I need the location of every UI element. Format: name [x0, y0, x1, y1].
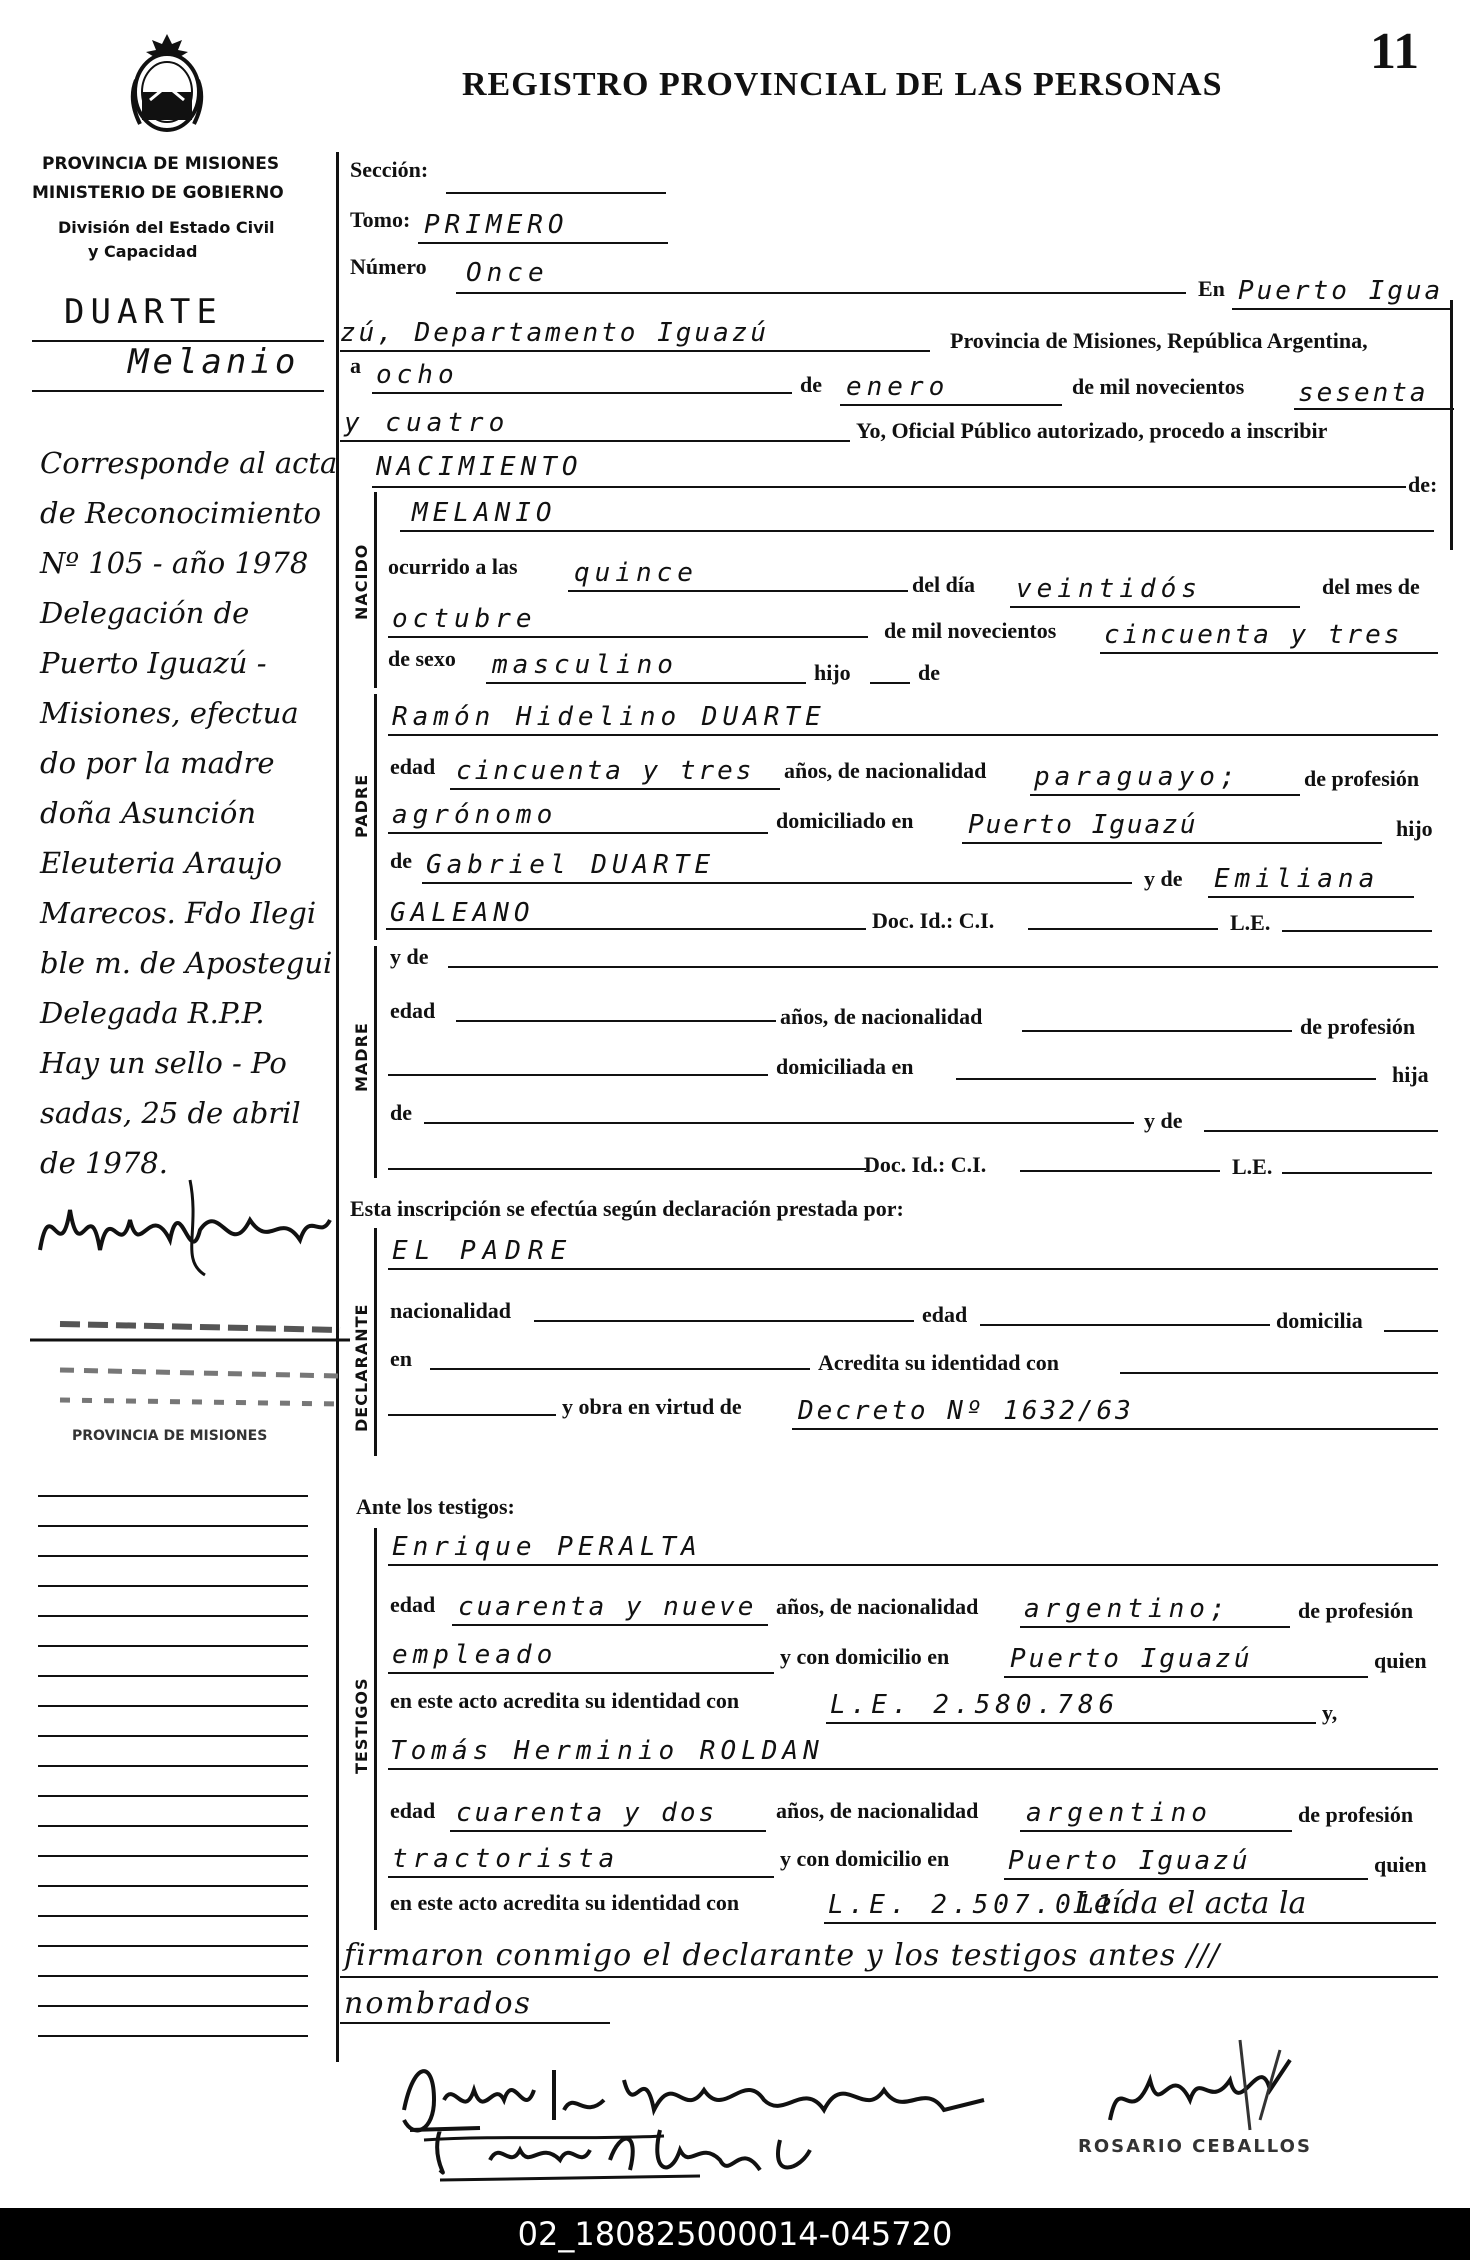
- field-line: [1004, 1676, 1368, 1678]
- image-id-banner: 02_180825000014-045720: [0, 2208, 1470, 2260]
- field-line: [1208, 896, 1414, 898]
- label-profesion-t1: de profesión: [1298, 1598, 1414, 1623]
- label-obra: y obra en virtud de: [562, 1394, 742, 1419]
- label-edad-declarante: edad: [922, 1302, 968, 1327]
- sidebar-line: [38, 1615, 308, 1617]
- field-line: [1020, 1170, 1220, 1172]
- label-profesion-madre: de profesión: [1300, 1014, 1416, 1039]
- label-profesion-padre: de profesión: [1304, 766, 1420, 791]
- field-cierre-3: nombrados: [344, 1986, 532, 2021]
- field-testigo2-domicilio: Puerto Iguazú: [1008, 1846, 1251, 1876]
- field-padre-nacionalidad: paraguayo;: [1034, 762, 1241, 792]
- label-domicilia: domicilia: [1276, 1308, 1363, 1333]
- label-anios-nac-t2: años, de nacionalidad: [776, 1798, 979, 1823]
- field-testigo2-nombre: Tomás Herminio ROLDAN: [390, 1736, 824, 1766]
- official-stamp-name: ROSARIO CEBALLOS: [1078, 2136, 1312, 2157]
- field-line: [388, 1074, 768, 1076]
- sidebar-note-line: do por la madre: [40, 746, 275, 780]
- field-hora: quince: [574, 558, 698, 588]
- field-line: [1030, 794, 1300, 796]
- label-del-mes: del mes de: [1322, 574, 1420, 599]
- field-line: [824, 1922, 1436, 1924]
- org-line-3: División del Estado Civil: [58, 218, 275, 237]
- sidebar-line: [38, 1525, 308, 1527]
- sidebar-line: [38, 1495, 308, 1497]
- field-line: [962, 842, 1382, 844]
- field-cierre-1: Leída el acta la: [1074, 1886, 1307, 1921]
- field-testigo1-doc: L.E. 2.580.786: [830, 1690, 1120, 1720]
- field-line: [456, 1020, 776, 1022]
- field-line: [534, 1320, 914, 1322]
- sidebar-line: [32, 390, 324, 392]
- sidebar-line: [38, 1945, 308, 1947]
- label-tomo: Tomo:: [350, 207, 411, 232]
- field-testigo2-nacionalidad: argentino: [1026, 1798, 1212, 1828]
- field-line: [956, 1078, 1376, 1080]
- field-padre-edad: cincuenta y tres: [456, 756, 755, 786]
- field-line: [388, 1168, 866, 1170]
- label-quien-t1: quien: [1374, 1648, 1427, 1673]
- field-anio-1: sesenta: [1298, 378, 1429, 408]
- field-line: [1020, 1830, 1292, 1832]
- field-mes-nac: octubre: [392, 604, 537, 634]
- field-decreto: Decreto Nº 1632/63: [798, 1396, 1134, 1426]
- field-line: [386, 928, 866, 930]
- field-line: [388, 734, 1438, 736]
- field-abuelo: Gabriel DUARTE: [426, 850, 716, 880]
- sidebar-note-line: Hay un sello - Po: [40, 1046, 287, 1080]
- label-anios-nac-t1: años, de nacionalidad: [776, 1594, 979, 1619]
- label-del-dia: del día: [912, 572, 975, 597]
- field-testigo2-doc: L.E. 2.507.011.: [828, 1890, 1138, 1920]
- sidebar-note-line: doña Asunción: [40, 796, 257, 830]
- field-line: [1004, 1878, 1368, 1880]
- label-y-de-madre-2: y de: [1144, 1108, 1183, 1133]
- sidebar-line: [38, 1705, 308, 1707]
- top-right-border: [1450, 300, 1453, 550]
- label-domiciliado: domiciliado en: [776, 808, 914, 833]
- field-line: [1232, 308, 1452, 310]
- label-en: En: [1198, 276, 1225, 301]
- sidebar-note-line: ble m. de Apostegui: [40, 946, 333, 980]
- label-hija: hija: [1392, 1062, 1429, 1087]
- label-le-madre: L.E.: [1232, 1154, 1273, 1179]
- field-lugar-2: zú, Departamento Iguazú: [340, 318, 770, 348]
- field-line: [424, 1122, 1134, 1124]
- label-acredita: Acredita su identidad con: [818, 1350, 1060, 1375]
- sidebar-line: [38, 1885, 308, 1887]
- field-testigo1-domicilio: Puerto Iguazú: [1010, 1644, 1253, 1674]
- field-line: [388, 832, 768, 834]
- field-line: [448, 966, 1438, 968]
- sidebar-note-line: de Reconocimiento: [40, 496, 322, 530]
- nacido-border: [374, 492, 377, 688]
- field-line: [340, 350, 930, 352]
- sidebar-line: [38, 1855, 308, 1857]
- label-de: de: [800, 372, 822, 397]
- field-lugar-1: Puerto Igua: [1238, 276, 1444, 306]
- sidebar-annotation: [40, 438, 338, 1188]
- field-line: [1204, 1130, 1438, 1132]
- sidebar-note-line: Eleuteria Araujo: [40, 846, 282, 880]
- label-ante-testigos: Ante los testigos:: [356, 1494, 515, 1519]
- sidebar-line: [38, 1915, 308, 1917]
- sidebar-stamp: [20, 1300, 350, 1444]
- sidebar-signature: [30, 1170, 340, 1284]
- label-seccion: Sección:: [350, 157, 429, 182]
- sidebar-line: [38, 1645, 308, 1647]
- sidebar-given-name: Melanio: [128, 342, 300, 382]
- field-abuela-2: GALEANO: [390, 898, 535, 928]
- field-anio-2: y cuatro: [344, 408, 510, 438]
- field-line: [1020, 1626, 1290, 1628]
- org-line-4: y Capacidad: [88, 242, 198, 261]
- label-y-coma: y,: [1322, 1700, 1338, 1725]
- field-line: [1120, 1372, 1438, 1374]
- label-declaracion: Esta inscripción se efectúa según declaración prestada por:: [350, 1196, 904, 1221]
- field-padre-profesion: agrónomo: [392, 800, 558, 830]
- padre-border: [374, 694, 377, 940]
- field-line: [446, 192, 666, 194]
- field-line: [826, 1722, 1316, 1724]
- label-anios-nac-madre: años, de nacionalidad: [780, 1004, 983, 1029]
- label-de-mil: de mil novecientos: [1072, 374, 1245, 399]
- sidebar-note-line: Puerto Iguazú -: [40, 646, 267, 680]
- field-padre-nombre: Ramón Hidelino DUARTE: [392, 702, 826, 732]
- field-line: [1282, 1172, 1432, 1174]
- label-con-domicilio-t2: y con domicilio en: [780, 1846, 950, 1871]
- field-line: [452, 1624, 768, 1626]
- field-line: [1010, 606, 1300, 608]
- field-nombre: MELANIO: [412, 498, 557, 528]
- label-profesion-t2: de profesión: [1298, 1802, 1414, 1827]
- section-label-nacido: NACIDO: [352, 543, 371, 620]
- label-a: a: [350, 353, 361, 378]
- field-line: [388, 1414, 556, 1416]
- field-line: [388, 1564, 1438, 1566]
- label-anios-nac-padre: años, de nacionalidad: [784, 758, 987, 783]
- field-mes: enero: [846, 372, 950, 402]
- sidebar-line: [38, 2035, 308, 2037]
- field-line: [1100, 652, 1438, 654]
- field-testigo1-nacionalidad: argentino;: [1024, 1594, 1231, 1624]
- sidebar-line: [38, 2005, 308, 2007]
- sidebar-line: [38, 1735, 308, 1737]
- field-dia-nac: veintidós: [1016, 574, 1202, 604]
- org-line-2: MINISTERIO DE GOBIERNO: [32, 183, 284, 203]
- field-line: [388, 1876, 774, 1878]
- label-edad-t1: edad: [390, 1592, 436, 1617]
- field-line: [340, 2022, 610, 2024]
- label-de-madre: de: [390, 1100, 412, 1125]
- main-left-border: [336, 152, 339, 2062]
- field-line: [456, 292, 1186, 294]
- field-testigo2-edad: cuarenta y dos: [456, 1798, 718, 1828]
- sidebar-note-line: Marecos. Fdo Ilegi: [40, 896, 317, 930]
- field-line: [388, 1768, 1438, 1770]
- label-de-hijo: de: [918, 660, 940, 685]
- sidebar-note-line: Delegada R.P.P.: [40, 996, 265, 1030]
- sidebar-note-line: Misiones, efectua: [40, 696, 299, 730]
- label-provincia: Provincia de Misiones, República Argentina,: [950, 328, 1368, 353]
- sidebar-note-line: sadas, 25 de abril: [40, 1096, 301, 1130]
- section-label-testigos: TESTIGOS: [352, 1677, 371, 1774]
- label-nacionalidad: nacionalidad: [390, 1298, 512, 1323]
- field-line: [568, 590, 908, 592]
- sidebar-line: [38, 1825, 308, 1827]
- coat-of-arms-emblem: [122, 30, 212, 140]
- sidebar-line: [38, 1675, 308, 1677]
- sidebar-note-line: Nº 105 - año 1978: [40, 546, 309, 580]
- field-line: [980, 1324, 1270, 1326]
- field-line: [450, 1830, 766, 1832]
- field-line: [1282, 930, 1432, 932]
- field-line: [372, 486, 1406, 488]
- label-edad-madre: edad: [390, 998, 436, 1023]
- label-doc-madre: Doc. Id.: C.I.: [864, 1152, 987, 1177]
- field-testigo1-profesion: empleado: [392, 1640, 558, 1670]
- field-testigo1-nombre: Enrique PERALTA: [392, 1532, 702, 1562]
- madre-border: [374, 946, 377, 1178]
- label-numero: Número: [350, 254, 427, 279]
- label-acredita-t1: en este acto acredita su identidad con: [390, 1688, 740, 1713]
- label-de-mil-2: de mil novecientos: [884, 618, 1057, 643]
- sidebar-line: [38, 1585, 308, 1587]
- label-hijo: hijo: [814, 660, 851, 685]
- field-line: [388, 1672, 774, 1674]
- field-line: [870, 682, 910, 684]
- label-edad-padre: edad: [390, 754, 436, 779]
- section-label-declarante: DECLARANTE: [352, 1303, 371, 1432]
- field-line: [340, 440, 850, 442]
- label-le-padre: L.E.: [1230, 910, 1271, 935]
- field-line: [450, 788, 780, 790]
- field-line: [430, 1368, 810, 1370]
- document-title: REGISTRO PROVINCIAL DE LAS PERSONAS: [462, 66, 1223, 103]
- field-abuela-1: Emiliana: [1214, 864, 1380, 894]
- field-line: [340, 1976, 1438, 1978]
- field-line: [422, 882, 1132, 884]
- org-line-1: PROVINCIA DE MISIONES: [42, 154, 280, 174]
- sidebar-surname: DUARTE: [64, 292, 223, 332]
- label-yo-oficial: Yo, Oficial Público autorizado, procedo a inscribir: [856, 418, 1328, 443]
- field-sexo: masculino: [492, 650, 678, 680]
- field-declarante: EL PADRE: [392, 1236, 574, 1266]
- field-line: [840, 404, 1062, 406]
- sidebar-line: [38, 1975, 308, 1977]
- sidebar-line: [38, 1795, 308, 1797]
- field-dia: ocho: [376, 360, 459, 390]
- field-line: [388, 636, 868, 638]
- label-con-domicilio-t1: y con domicilio en: [780, 1644, 950, 1669]
- field-testigo2-profesion: tractorista: [392, 1844, 620, 1874]
- field-anio-nac: cincuenta y tres: [1104, 620, 1403, 650]
- section-label-padre: PADRE: [352, 773, 371, 838]
- field-line: [1294, 408, 1454, 410]
- label-quien-t2: quien: [1374, 1852, 1427, 1877]
- sidebar-line: [38, 1555, 308, 1557]
- field-tomo: PRIMERO: [424, 210, 569, 240]
- label-en-declarante: en: [390, 1346, 412, 1371]
- testigos-border: [374, 1528, 377, 1930]
- label-edad-t2: edad: [390, 1798, 436, 1823]
- field-line: [792, 1428, 1438, 1430]
- field-cierre-2: firmaron conmigo el declarante y los testigos antes ///: [344, 1938, 1221, 1973]
- label-de-sexo: de sexo: [388, 646, 456, 671]
- field-line: [418, 242, 668, 244]
- field-line: [372, 392, 792, 394]
- field-line: [400, 530, 1434, 532]
- sidebar-note-line: Delegación de: [40, 596, 250, 630]
- field-line: [1028, 928, 1218, 930]
- field-line: [388, 1268, 1438, 1270]
- sidebar-line: [38, 1765, 308, 1767]
- label-hijo-padre: hijo: [1396, 816, 1433, 841]
- label-domiciliada: domiciliada en: [776, 1054, 914, 1079]
- label-ocurrido: ocurrido a las: [388, 554, 518, 579]
- label-de-colon: de:: [1408, 472, 1438, 497]
- field-line: [486, 682, 806, 684]
- label-de-abuelo: de: [390, 848, 412, 873]
- field-padre-domicilio: Puerto Iguazú: [968, 810, 1198, 840]
- section-label-madre: MADRE: [352, 1022, 371, 1092]
- label-y-de-madre: y de: [390, 944, 429, 969]
- field-line: [1384, 1330, 1438, 1332]
- label-y-de-abuela: y de: [1144, 866, 1183, 891]
- declarante-border: [374, 1228, 377, 1456]
- official-signature: [1090, 2030, 1310, 2144]
- field-numero: Once: [466, 258, 549, 288]
- sidebar-note-line: de 1978.: [40, 1146, 168, 1180]
- page-number: 11: [1370, 23, 1420, 80]
- label-doc-padre: Doc. Id.: C.I.: [872, 908, 995, 933]
- field-testigo1-edad: cuarenta y nueve: [458, 1592, 757, 1622]
- field-line: [1022, 1030, 1292, 1032]
- sidebar-note-line: Corresponde al acta: [40, 446, 338, 480]
- field-tipo: NACIMIENTO: [376, 452, 583, 482]
- witness-signature: [400, 2110, 820, 2194]
- label-acredita-t2: en este acto acredita su identidad con: [390, 1890, 740, 1915]
- sidebar-stamp-text: PROVINCIA DE MISIONES: [72, 1428, 268, 1444]
